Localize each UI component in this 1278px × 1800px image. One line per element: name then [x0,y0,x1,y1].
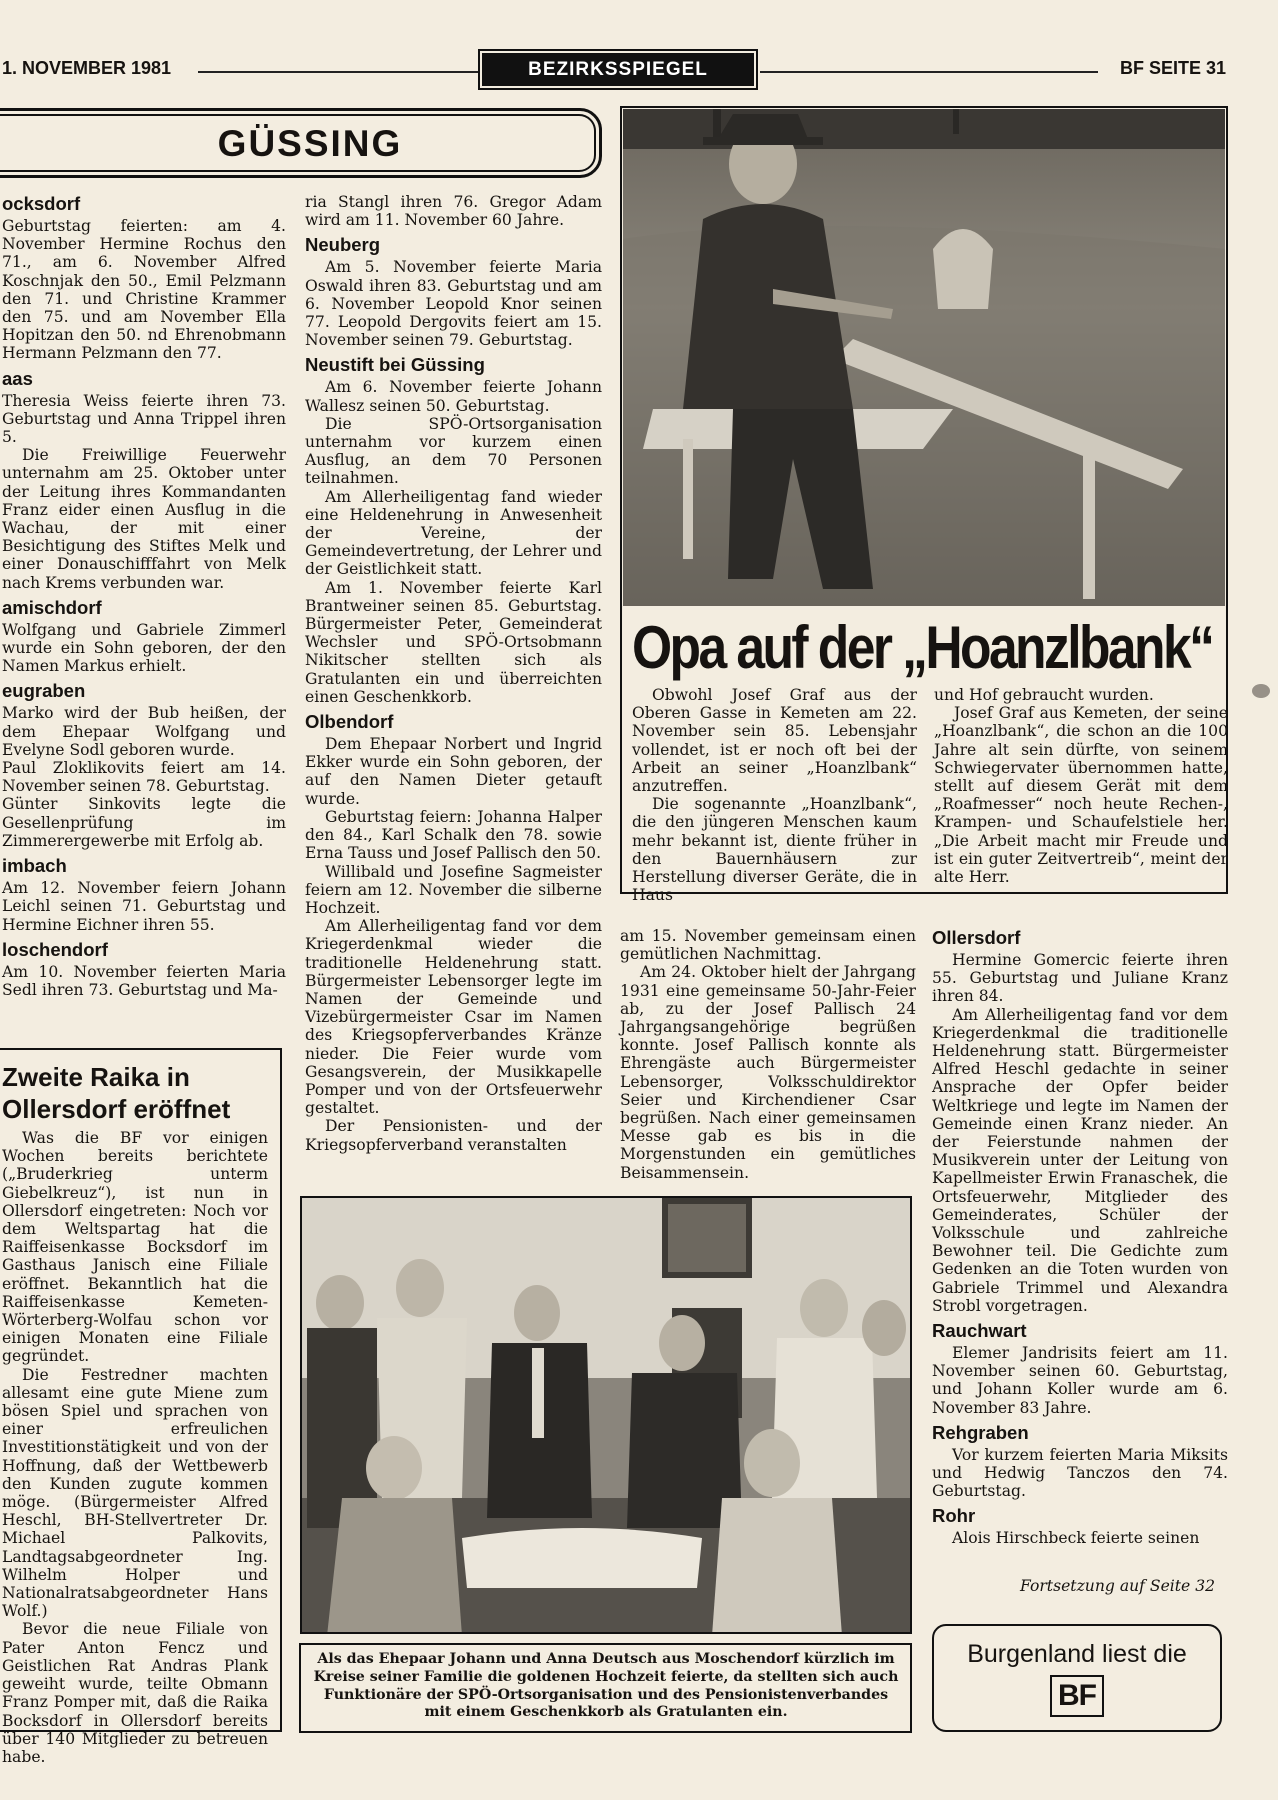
section-heading: Rehgraben [932,1421,1029,1443]
paragraph: Theresia Weiss feierte ihren 73. Geburtstag und Anna Trippel ihren 5. [2,391,286,447]
column-4 [932,927,1228,1548]
paragraph: Der Pensionisten- und der Kriegsopferverband veranstalten [305,1117,602,1154]
column-1 [2,193,286,999]
paragraph: Alois Hirschbeck feierte seinen [952,1529,1200,1548]
paragraph: Paul Zloklikovits feiert am 14. November seinen 78. Geburtstag. [2,759,286,796]
continued-note: Fortsetzung auf Seite 32 [1020,1577,1216,1595]
paragraph: Die SPÖ-Ortsorganisation unternahm vor kurzem einen Ausflug, an dem 70 Personen teilnahmen. [305,414,602,488]
paragraph: Am 5. November feierte Maria Oswald ihren 83. Geburtstag und am 6. November Leopold Knor seinen 77. Leopold Dergovits feiert am 15. November seinen 79. Geburtstag. [305,258,602,350]
paragraph: und Hof gebraucht wurden. [934,686,1154,704]
photo-caption: Als das Ehepaar Johann und Anna Deutsch aus Moschendorf kürzlich im Kreise seiner Familie die goldenen Hochzeit feierte, da stellten sich auch Funktionäre der SPÖ-Ortsorganisation und des Pensionistenverbandes mit einem Geschenkkorb als Gratulanten ein. [313,1651,899,1721]
section-label: BEZIRKSSPIEGEL [482,53,754,86]
opa-column-right [934,686,1228,886]
paragraph: Marko wird der Bub heißen, der dem Ehepaar Wolfgang und Evelyne Sodl geboren wurde. [2,704,286,759]
bf-logo: BF [1050,1675,1104,1717]
section-heading: imbach [2,855,67,877]
section-heading: eugraben [2,680,86,702]
paragraph: am 15. November gemeinsam einen gemütlichen Nachmittag. [620,927,916,964]
section-heading: Neuberg [305,234,381,256]
header-rule-left [198,71,480,73]
page-number: BF SEITE 31 [1119,58,1226,78]
print-smudge [1252,684,1270,698]
opa-column-left [632,686,917,904]
paragraph: Am Allerheiligentag fand wieder eine Heldenehrung in Anwesenheit der Vereine, der Gemeindevertretung, der Lehrer und der Geistlichkeit statt. [305,487,602,579]
column-3 [620,927,916,1182]
section-heading: Ollersdorf [932,927,1021,948]
photo-old-man-graphic [623,109,1225,606]
section-heading: loschendorf [2,938,108,960]
issue-date: 1. NOVEMBER 1981 [2,58,172,78]
section-heading: Rauchwart [932,1320,1027,1342]
section-heading: aas [2,367,33,389]
bf-advertisement [932,1624,1222,1732]
paragraph: Am 24. Oktober hielt der Jahrgang 1931 eine gemeinsame 50-Jahr-Feier ab, zu der Josef Pallisch 24 Jahrgangsangehörige begrüßen konnte. Josef Pallisch konnte als Ehrengäste auch Bürgermeister Lebensorger, Volksschuldirektor Seier und Kirchendiener Csar begrüßen. Nach einer gemeinsamen Messe gab es bis in die Morgenstunden ein gemütliches Beisammensein. [620,963,916,1182]
paragraph: Geburtstag feiern: Johanna Halper den 84., Karl Schalk den 78. sowie Erna Tauss und Josef Pallisch den 50. [305,807,602,863]
raika-article-body [2,1129,268,1766]
opa-headline: Opa auf der „Hoanzlbank“ [632,614,1213,681]
paragraph: Bevor die neue Filiale von Pater Anton Fencz und Geistlichen Rat Andras Plank geweiht wurde, teilte Obmann Franz Pomper mit, daß die Raika Bocksdorf in Ollersdorf bereits über 140 Mitglieder zu betreuen habe. [2,1620,268,1766]
paragraph: Am Allerheiligentag fand vor dem Kriegerdenkmal die traditionelle Heldenehrung statt. Bürgermeister Alfred Heschl gedachte in seiner Ansprache der Opfer beider Weltkriege und legte im Namen der Gemeinde einen Kranz nieder. An der Feierstunde nahmen der Musikverein unter der Leitung von Kapellmeister Erwin Franaschek, die Ortsfeuerwehr, Mitglieder des Gemeinderates, Schüler der Volksschule und zahlreiche Bewohner teil. Die Gedichte zum Gedenken an die Toten wurden von Gabriele Trimmel und Alexandra Strobl vorgetragen. [932,1005,1228,1315]
paragraph: Am Allerheiligentag fand vor dem Kriegerdenkmal wieder die traditionelle Heldenehrung statt. Bürgermeister Lebensorger legte im Namen der Gemeinde und Vizebürgermeister Csar im Namen des Kriegsopferverbandes Kränze nieder. Die Feier wurde vom Gesangsverein, der Musikkapelle Pomper und von der Ortsfeuerwehr gestaltet. [305,917,602,1118]
section-heading: ocksdorf [2,193,81,214]
paragraph: Die sogenannte „Hoanzlbank“, die den jüngeren Menschen kaum mehr bekannt ist, diente früher in den Bauernhäusern zur Herstellung diverser Geräte, die in Haus [632,795,917,905]
section-heading: Olbendorf [305,711,394,733]
paragraph: Günter Sinkovits legte die Gesellenprüfung im Zimmerergewerbe mit Erfolg ab. [2,795,286,850]
paragraph: Am 12. November feiern Johann Leichl seinen 71. Geburtstag und Hermine Eichner ihren 55. [2,879,286,934]
paragraph: Wolfgang und Gabriele Zimmerl wurde ein Sohn geboren, der den Namen Markus erhielt. [2,620,286,676]
paragraph: Willibald und Josefine Sagmeister feiern am 12. November die silberne Hochzeit. [305,862,602,917]
paragraph: ria Stangl ihren 76. Gregor Adam wird am 11. November 60 Jahre. [305,193,602,230]
paragraph: Am 1. November feierte Karl Brantweiner seinen 85. Geburtstag. Bürgermeister Peter, Gemeinderat Wechsler und SPÖ-Ortsobmann Nikitscher stellten sich als Gratulanten ein und überreichten einen Geschenkkorb. [305,578,602,706]
paragraph: Was die BF vor einigen Wochen bereits berichtete („Bruderkrieg unterm Giebelkreuz“), ist nun in Ollersdorf eingetreten: Noch vor dem Weltspartag hat die Raiffeisenkasse Bocksdorf im Gasthaus Janisch eine Filiale eröffnet. Bekanntlich hat die Raiffeisenkasse Kemeten-Wörterberg-Wolfau schon vor einigen Monaten eine Filiale gegründet. [2,1129,268,1366]
paragraph: Am 6. November feierte Johann Wallesz seinen 50. Geburtstag. [305,378,602,415]
paragraph: Am 10. November feierten Maria Sedl ihren 73. Geburtstag und Ma- [2,962,286,999]
photo-old-man-hoanzlbank [623,109,1225,606]
paragraph: Josef Graf aus Kemeten, der seine „Hoanzlbank“, die schon an die 100 Jahre alt sein dürfte, von seinem Schwiegervater übernommen hatte, stellt auf diesem Gerät mit dem „Roafmesser“ noch heute Rechen-, Krampen- und Schaufelstiele her. „Die Arbeit macht mir Freude und ist ein guter Zeitvertreib“, meint der alte Herr. [934,704,1228,887]
district-banner [0,108,602,178]
section-heading: Neustift bei Güssing [305,354,485,376]
paragraph: Elemer Jandrisits feiert am 11. November seinen 60. Geburtstag, und Johann Koller wurde am 6. November 83 Jahre. [932,1344,1228,1417]
paragraph: Obwohl Josef Graf aus der Oberen Gasse in Kemeten am 22. November sein 85. Lebensjahr vollendet, ist er noch oft bei der Arbeit an seiner „Hoanzlbank“ anzutreffen. [632,686,917,796]
district-title: GÜSSING [0,114,596,172]
paragraph: Hermine Gomercic feierte ihren 55. Geburtstag und Juliane Kranz ihren 84. [932,951,1228,1006]
raika-headline: Zweite Raika in Ollersdorf eröffnet [2,1062,231,1124]
paragraph: Die Festredner machten allesamt eine gute Miene zum bösen Spiel und sprachen von einer erfreulichen Investitionstätigkeit und von der Hoffnung, daß der Wettbewerb den Kunden zugute kommen möge. (Bürgermeister Alfred Heschl, BH-Stellvertreter Dr. Michael Palkovits, Landtagsabgeordneter Ing. Wilhelm Holper und Nationalratsabgeordneter Hans Wolf.) [2,1365,268,1621]
section-heading: Rohr [932,1505,976,1527]
column-2 [305,193,602,1154]
photo-group-graphic [302,1198,912,1634]
photo-golden-wedding-group [300,1196,912,1634]
paragraph: Die Freiwillige Feuerwehr unternahm am 25. Oktober unter der Leitung ihres Kommandanten Franz eider einen Ausflug in die Wachau, der mit einer Besichtigung des Stiftes Melk und einer Donauschifffahrt von Melk nach Krems verbunden war. [2,446,286,592]
ad-slogan: Burgenland liest die [967,1640,1187,1668]
header-rule-right [760,71,1098,73]
section-heading: amischdorf [2,596,102,618]
paragraph: Dem Ehepaar Norbert und Ingrid Ekker wurde ein Sohn geboren, der auf den Namen Dieter getauft wurde. [305,735,602,808]
paragraph: Geburtstag feierten: am 4. November Hermine Rochus den 71., am 6. November Alfred Koschnjak den 50., Emil Pelzmann den 71. und Christine Krammer den 75. und am November Ella Hopitzan den 50. nd Ehrenobmann Hermann Pelzmann den 77. [2,217,286,363]
paragraph: Vor kurzem feierten Maria Miksits und Hedwig Tanczos den 74. Geburtstag. [932,1445,1228,1501]
